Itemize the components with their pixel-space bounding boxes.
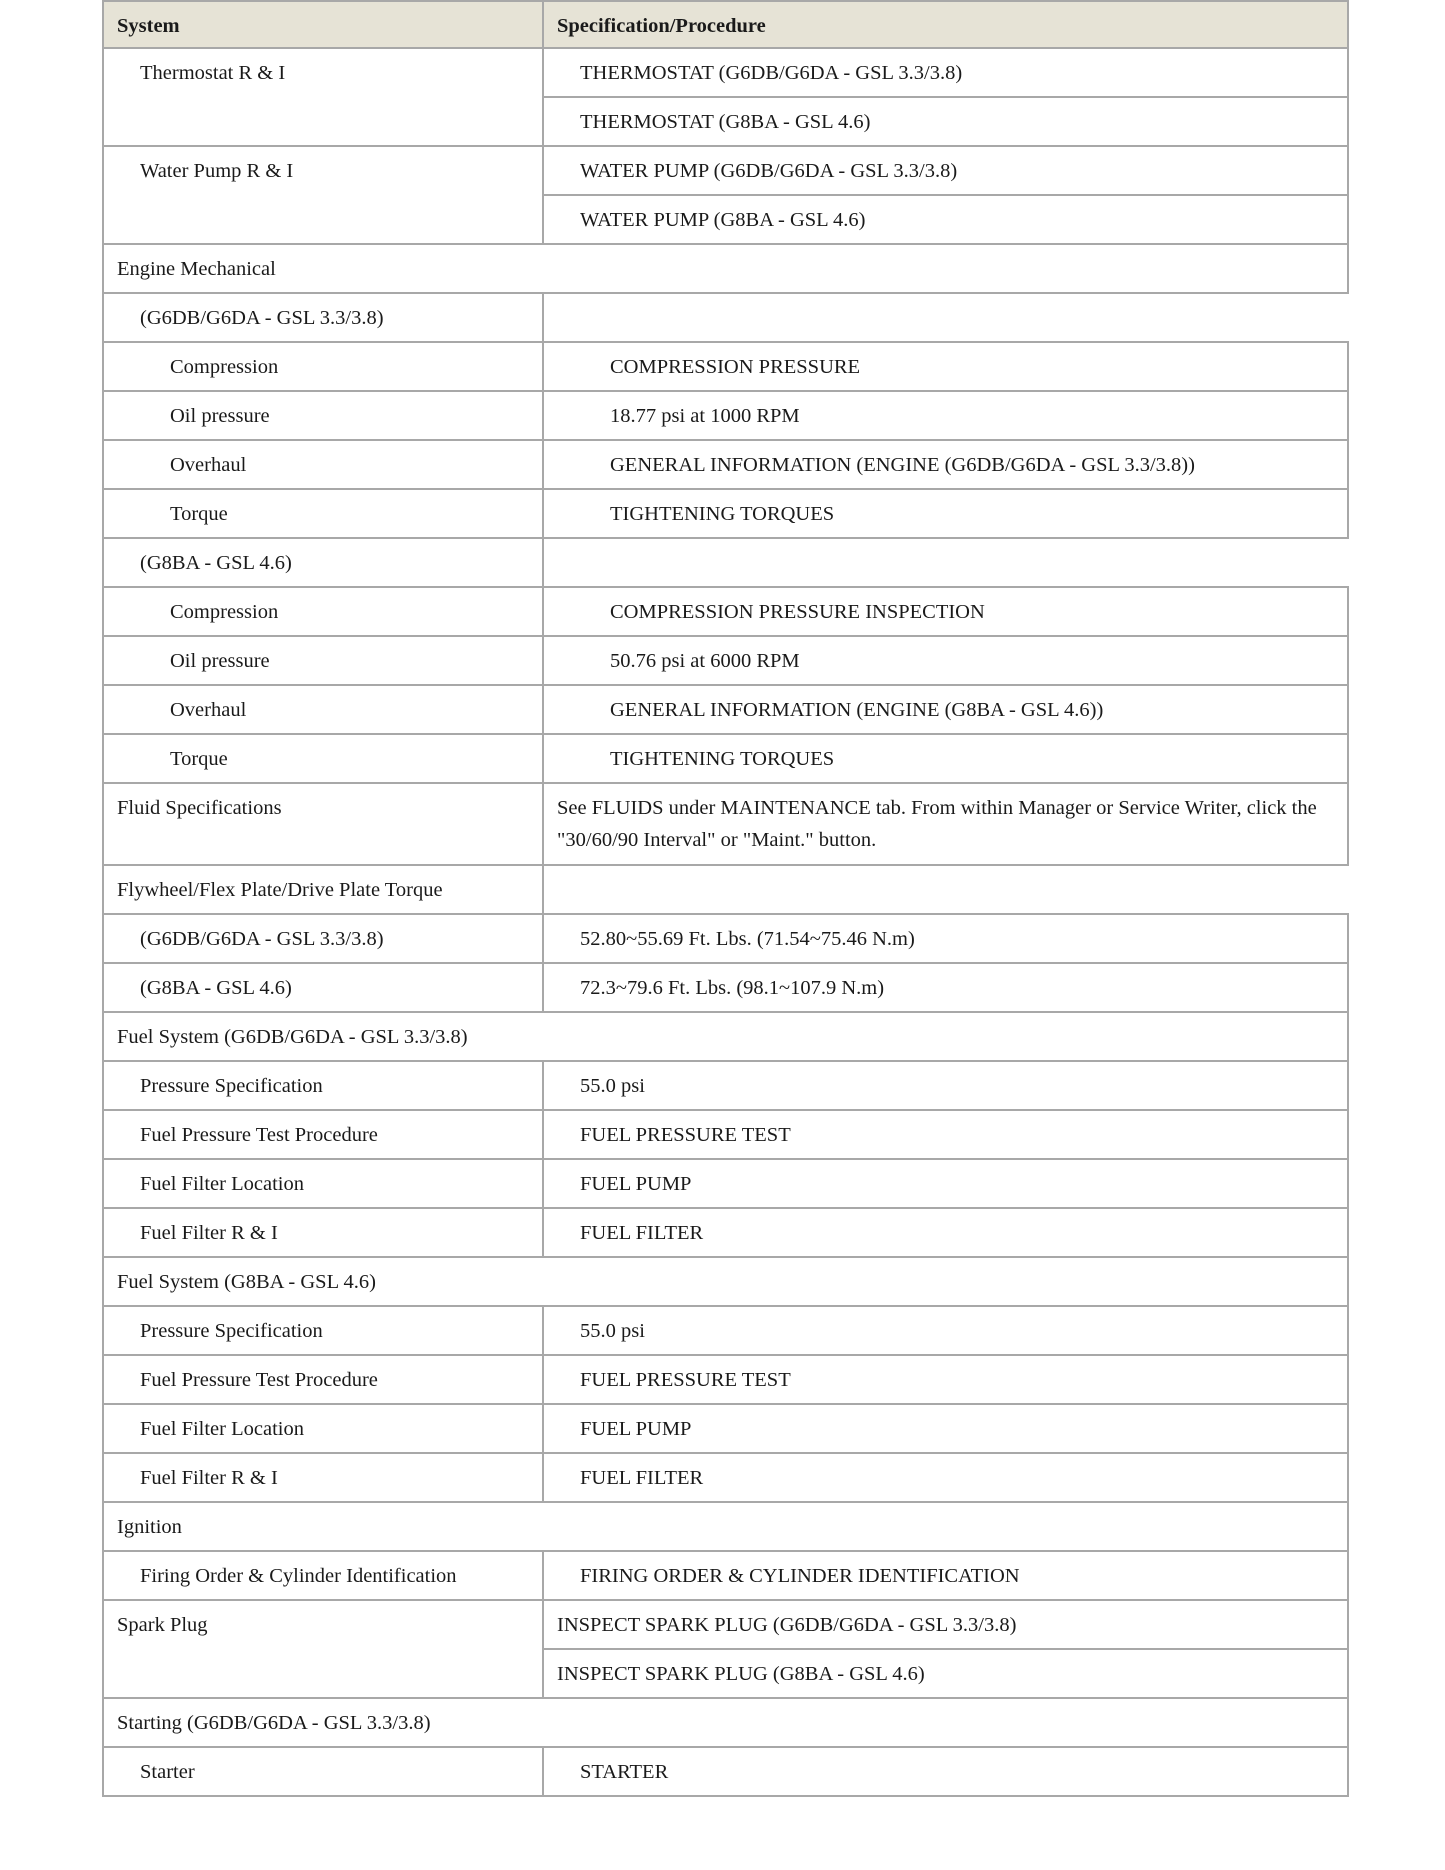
section-row (103, 244, 1348, 293)
spec-cell: 55.0 psi (543, 1061, 1348, 1110)
table-row (103, 342, 1348, 391)
system-cell: Compression (103, 342, 543, 391)
system-cell: Fuel Pressure Test Procedure (103, 1110, 543, 1159)
system-cell: (G8BA - GSL 4.6) (103, 963, 543, 1012)
table-row (103, 1453, 1348, 1502)
system-cell: Pressure Specification (103, 1306, 543, 1355)
table-row (103, 734, 1348, 783)
table-row (103, 636, 1348, 685)
table-row (103, 914, 1348, 963)
section-row (103, 1698, 1348, 1747)
spec-cell: WATER PUMP (G6DB/G6DA - GSL 3.3/3.8) (543, 146, 1348, 195)
system-cell: Torque (103, 489, 543, 538)
table-row (103, 783, 1348, 865)
system-cell: Water Pump R & I (103, 146, 543, 244)
table-row (103, 1208, 1348, 1257)
system-cell: Overhaul (103, 440, 543, 489)
spec-cell: FUEL FILTER (543, 1208, 1348, 1257)
table-row (103, 1306, 1348, 1355)
spec-cell: STARTER (543, 1747, 1348, 1796)
section-heading: Fuel System (G8BA - GSL 4.6) (103, 1257, 1348, 1306)
section-heading: Starting (G6DB/G6DA - GSL 3.3/3.8) (103, 1698, 1348, 1747)
system-cell: Starter (103, 1747, 543, 1796)
spec-cell: FUEL PRESSURE TEST (543, 1355, 1348, 1404)
system-cell: Spark Plug (103, 1600, 543, 1698)
table-row (103, 685, 1348, 734)
system-cell: Fuel Filter R & I (103, 1453, 543, 1502)
system-cell: Oil pressure (103, 636, 543, 685)
subsection-row (103, 293, 1348, 342)
table-row (103, 1551, 1348, 1600)
table-row (103, 1747, 1348, 1796)
spec-cell: FUEL PUMP (543, 1159, 1348, 1208)
table-row (103, 587, 1348, 636)
subsection-heading: (G8BA - GSL 4.6) (103, 538, 543, 587)
system-cell: Fuel Filter Location (103, 1159, 543, 1208)
spec-cell: FUEL PUMP (543, 1404, 1348, 1453)
spec-cell: 52.80~55.69 Ft. Lbs. (71.54~75.46 N.m) (543, 914, 1348, 963)
section-heading: Flywheel/Flex Plate/Drive Plate Torque (103, 865, 543, 914)
spec-cell: FIRING ORDER & CYLINDER IDENTIFICATION (543, 1551, 1348, 1600)
spec-cell: TIGHTENING TORQUES (543, 489, 1348, 538)
table-row (103, 1600, 1348, 1649)
spec-cell: INSPECT SPARK PLUG (G6DB/G6DA - GSL 3.3/3.8) (543, 1600, 1348, 1649)
subsection-row (103, 865, 1348, 914)
spec-cell: THERMOSTAT (G6DB/G6DA - GSL 3.3/3.8) (543, 48, 1348, 97)
section-heading: Engine Mechanical (103, 244, 1348, 293)
table-row (103, 1110, 1348, 1159)
table-row (103, 391, 1348, 440)
section-heading: Ignition (103, 1502, 1348, 1551)
header-spec: Specification/Procedure (543, 1, 1348, 48)
table-row (103, 48, 1348, 97)
table-row (103, 1404, 1348, 1453)
empty-cell (543, 293, 1348, 342)
table-row (103, 440, 1348, 489)
header-row (103, 1, 1348, 48)
spec-cell: GENERAL INFORMATION (ENGINE (G8BA - GSL 4.6)) (543, 685, 1348, 734)
empty-cell (543, 865, 1348, 914)
system-cell: (G6DB/G6DA - GSL 3.3/3.8) (103, 914, 543, 963)
section-row (103, 1257, 1348, 1306)
system-cell: Torque (103, 734, 543, 783)
empty-cell (543, 538, 1348, 587)
system-cell: Firing Order & Cylinder Identification (103, 1551, 543, 1600)
system-cell: Thermostat R & I (103, 48, 543, 146)
header-system: System (103, 1, 543, 48)
spec-cell: THERMOSTAT (G8BA - GSL 4.6) (543, 97, 1348, 146)
table-row (103, 1159, 1348, 1208)
subsection-heading: (G6DB/G6DA - GSL 3.3/3.8) (103, 293, 543, 342)
spec-cell: FUEL FILTER (543, 1453, 1348, 1502)
table-row (103, 146, 1348, 195)
spec-cell: See FLUIDS under MAINTENANCE tab. From within Manager or Service Writer, click the "30/60/90 Interval" or "Maint." button. (543, 783, 1348, 865)
system-cell: Oil pressure (103, 391, 543, 440)
section-row (103, 1012, 1348, 1061)
spec-cell: 72.3~79.6 Ft. Lbs. (98.1~107.9 N.m) (543, 963, 1348, 1012)
system-cell: Fuel Filter Location (103, 1404, 543, 1453)
system-cell: Fuel Pressure Test Procedure (103, 1355, 543, 1404)
spec-cell: 50.76 psi at 6000 RPM (543, 636, 1348, 685)
subsection-row (103, 538, 1348, 587)
spec-cell: GENERAL INFORMATION (ENGINE (G6DB/G6DA - GSL 3.3/3.8)) (543, 440, 1348, 489)
system-cell: Overhaul (103, 685, 543, 734)
table-row (103, 489, 1348, 538)
spec-cell: WATER PUMP (G8BA - GSL 4.6) (543, 195, 1348, 244)
section-row (103, 1502, 1348, 1551)
spec-table (102, 0, 1349, 1797)
table-row (103, 1355, 1348, 1404)
table-row (103, 1061, 1348, 1110)
system-cell: Compression (103, 587, 543, 636)
system-cell: Fluid Specifications (103, 783, 543, 865)
spec-cell: INSPECT SPARK PLUG (G8BA - GSL 4.6) (543, 1649, 1348, 1698)
spec-cell: 18.77 psi at 1000 RPM (543, 391, 1348, 440)
spec-cell: FUEL PRESSURE TEST (543, 1110, 1348, 1159)
spec-cell: TIGHTENING TORQUES (543, 734, 1348, 783)
spec-cell: COMPRESSION PRESSURE INSPECTION (543, 587, 1348, 636)
spec-cell: COMPRESSION PRESSURE (543, 342, 1348, 391)
section-heading: Fuel System (G6DB/G6DA - GSL 3.3/3.8) (103, 1012, 1348, 1061)
system-cell: Fuel Filter R & I (103, 1208, 543, 1257)
table-row (103, 963, 1348, 1012)
spec-cell: 55.0 psi (543, 1306, 1348, 1355)
system-cell: Pressure Specification (103, 1061, 543, 1110)
